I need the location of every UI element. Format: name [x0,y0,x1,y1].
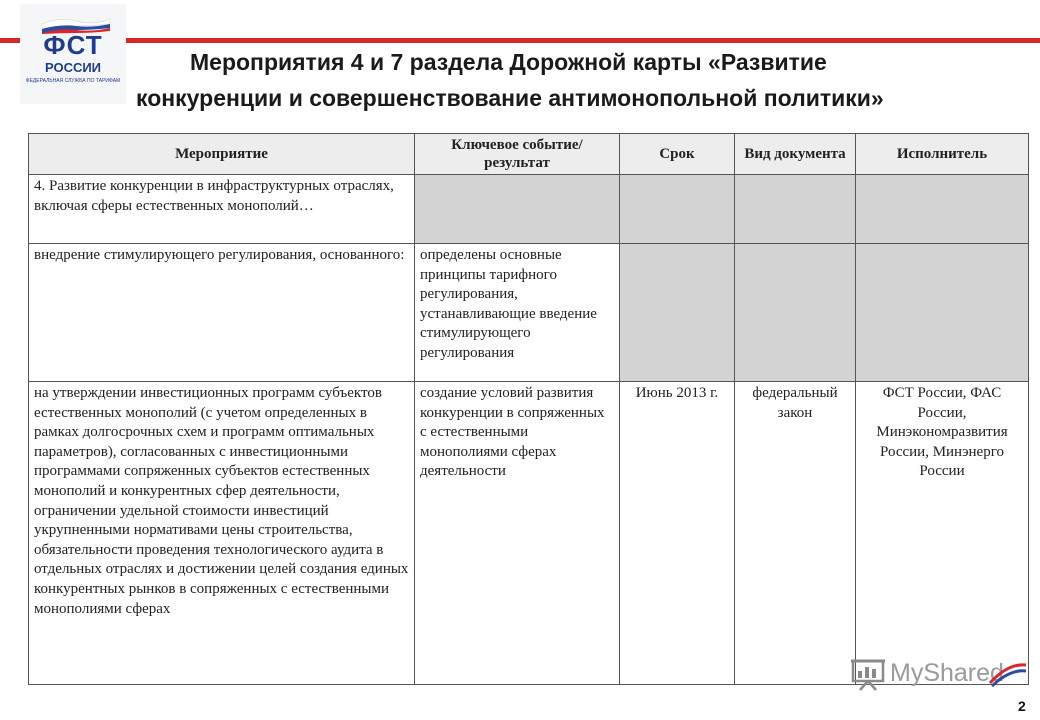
myshared-watermark [850,657,1030,693]
column-header-measure: Мероприятие [29,134,415,175]
logo-country: РОССИИ [44,60,102,75]
column-header-result: Ключевое событие/результат [415,134,620,175]
logo-abbreviation: ФСТ [43,30,103,60]
cell-measure: 4. Развитие конкуренции в инфраструктурных отраслях, включая сферы естественных монополий… [29,175,415,244]
cell-term: Июнь 2013 г. [620,382,735,685]
table-header-row [29,134,1029,175]
cell-doc-type: федеральный закон [735,382,856,685]
watermark-text: MyShared [890,659,1004,687]
cell-doc-type [735,175,856,244]
presentation-icon [850,657,886,691]
logo-service-name: ФЕДЕРАЛЬНАЯ СЛУЖБА ПО ТАРИФАМ [25,78,121,84]
swoosh-icon [988,659,1028,689]
header-red-line [0,38,1040,43]
slide-title [136,44,1016,116]
slide-title-line-2: конкуренции и совершенствование антимонопольной политики» [136,85,884,111]
cell-term [620,244,735,382]
table-row [29,175,1029,244]
cell-executor [856,244,1029,382]
cell-result [415,175,620,244]
cell-measure: на утверждении инвестиционных программ субъектов естественных монополий (с учетом определенных в рамках долгосрочных схем и программ оптимальных параметров), согласованных с инвестиционными программами сопряженных субъектов естественных монополий и конкурентных сфер деятельности, ограничении удельной стоимости инвестиций укрупненными нормативами цены строительства, обязательности проведения технологического аудита в отдельных отраслях и достижении целей создания единых конкурентных рынков в сопряженных с естественными монополиями сферах [29,382,415,685]
cell-term [620,175,735,244]
table-row [29,244,1029,382]
slide-title-line-1: Мероприятия 4 и 7 раздела Дорожной карты «Развитие [190,49,827,75]
cell-executor [856,175,1029,244]
column-header-doc-type: Вид документа [735,134,856,175]
cell-result: создание условий развития конкуренции в сопряженных с естественными монополиями сферах деятельности [415,382,620,685]
cell-doc-type [735,244,856,382]
column-header-term: Срок [620,134,735,175]
cell-result: определены основные принципы тарифного регулирования, устанавливающие введение стимулирующего регулирования [415,244,620,382]
fst-logo [20,4,126,104]
page-number: 2 [1018,698,1026,714]
column-header-executor: Исполнитель [856,134,1029,175]
cell-measure: внедрение стимулирующего регулирования, основанного: [29,244,415,382]
cell-executor: ФСТ России, ФАС России, Минэкономразвития России, Минэнерго России [856,382,1029,685]
roadmap-table [28,133,1029,685]
table-row [29,382,1029,685]
